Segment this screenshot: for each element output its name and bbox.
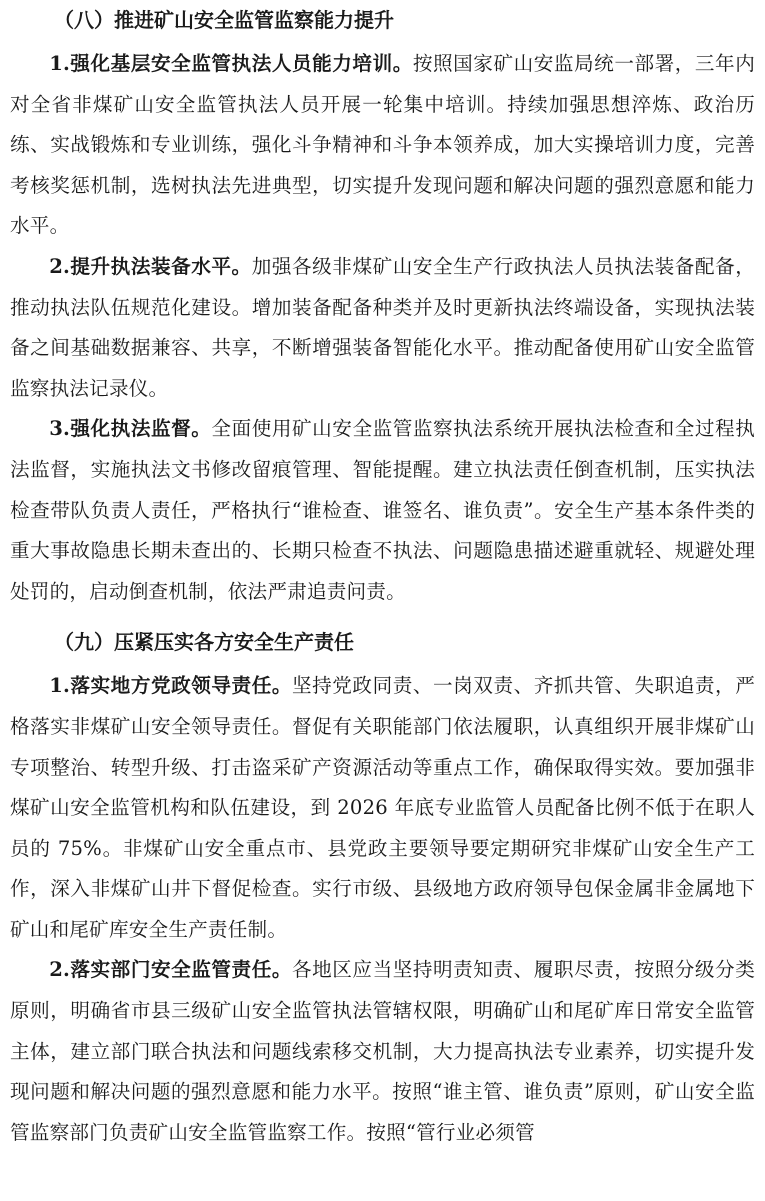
paragraph-body: 按照国家矿山安监局统一部署，三年内对全省非煤矿山安全监管执法人员开展一轮集中培训。持续加强思想淬炼、政治历练、实战锻炼和专业训练，强化斗争精神和斗争本领养成，加大实操培训力度，完善考核奖惩机制，选树执法先进典型，切实提升发现问题和解决问题的强烈意愿和能力水平。 xyxy=(10,52,755,238)
paragraph-lead: 3.强化执法监督。 xyxy=(49,417,212,441)
paragraph-lead: 2.提升执法装备水平。 xyxy=(49,254,252,278)
paragraph-body: 坚持党政同责、一岗双责、齐抓共管、失职追责，严格落实非煤矿山安全领导责任。督促有关职能部门依法履职，认真组织开展非煤矿山专项整治、转型升级、打击盗采矿产资源活动等重点工作，确保取得实效。要加强非煤矿山安全监管机构和队伍建设，到 2026 年底专业监管人员配备比例不低于在职人员的 75%。非煤矿山安全重点市、县党政主要领导要定期研究非煤矿山安全生产工作，深入非煤矿山井下督促检查。实行市级、县级地方政府领导包保金属非金属地下矿山和尾矿库安全生产责任制。 xyxy=(10,674,755,941)
paragraph-body: 全面使用矿山安全监管监察执法系统开展执法检查和全过程执法监督，实施执法文书修改留痕管理、智能提醒。建立执法责任倒查机制，压实执法检查带队负责人责任，严格执行“谁检查、谁签名、谁负责”。安全生产基本条件类的重大事故隐患长期未查出的、长期只检查不执法、问题隐患描述避重就轻、规避处理处罚的，启动倒查机制，依法严肃追责问责。 xyxy=(10,417,755,603)
paragraph-lead: 2.落实部门安全监管责任。 xyxy=(49,958,292,982)
paragraph-9-1 xyxy=(10,666,755,950)
paragraph-lead: 1.强化基层安全监管执法人员能力培训。 xyxy=(49,52,413,75)
paragraph-8-3 xyxy=(10,409,755,612)
document-page xyxy=(0,8,765,1201)
section-heading-9: （九）压紧压实各方安全生产责任 xyxy=(54,630,354,655)
paragraph-8-1 xyxy=(10,44,755,247)
paragraph-lead: 1.落实地方党政领导责任。 xyxy=(49,674,292,698)
paragraph-body: 加强各级非煤矿山安全生产行政执法人员执法装备配备，推动执法队伍规范化建设。增加装备配备种类并及时更新执法终端设备，实现执法装备之间基础数据兼容、共享，不断增强装备智能化水平。推动配备使用矿山安全监管监察执法记录仪。 xyxy=(10,254,756,400)
section-heading-8: （八）推进矿山安全监管监察能力提升 xyxy=(54,8,394,32)
paragraph-body: 各地区应当坚持明责知责、履职尽责，按照分级分类原则，明确省市县三级矿山安全监管执法管辖权限，明确矿山和尾矿库日常安全监管主体，建立部门联合执法和问题线索移交机制，大力提高执法专业素养，切实提升发现问题和解决问题的强烈意愿和能力水平。按照“谁主管、谁负责”原则，矿山安全监管监察部门负责矿山安全监管监察工作。按照“管行业必须管 xyxy=(10,958,755,1144)
paragraph-9-2 xyxy=(10,950,755,1153)
paragraph-8-2 xyxy=(10,247,755,409)
